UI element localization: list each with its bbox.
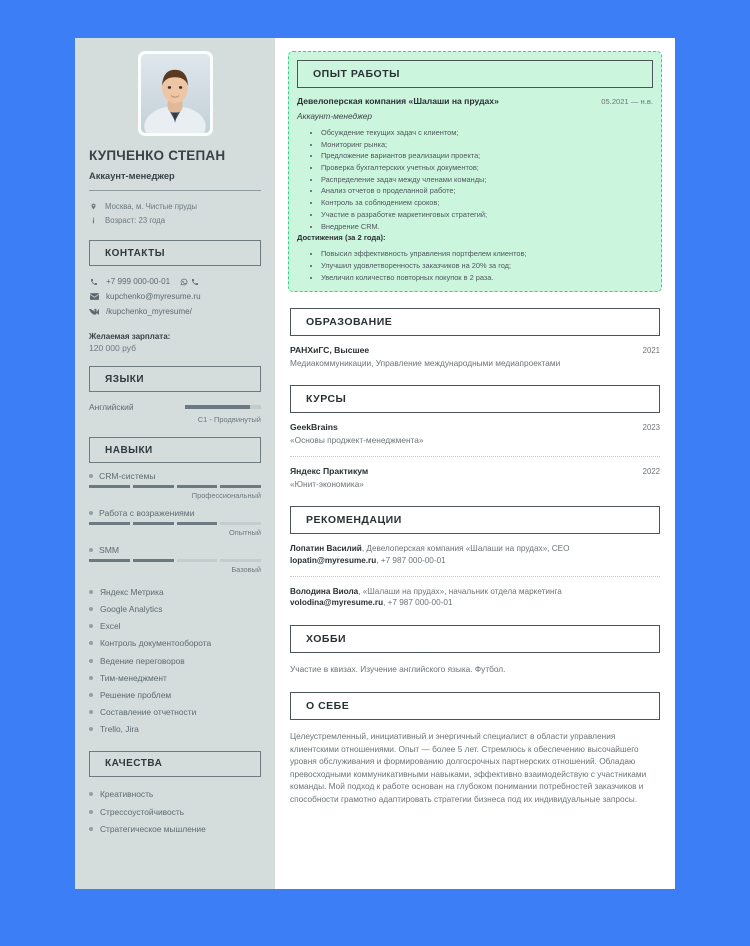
experience-duties-list (297, 127, 653, 232)
list-item (89, 635, 261, 652)
divider (89, 190, 261, 191)
divider-dotted (290, 456, 660, 457)
list-item-label: Креативность (100, 789, 154, 800)
rated-skill-name-row (89, 508, 261, 518)
rated-skill-item (89, 471, 261, 500)
list-item-label: Google Analytics (100, 603, 163, 614)
messenger-icons (180, 278, 199, 286)
resume-document (75, 38, 675, 889)
language-level-fill (185, 405, 250, 409)
list-item: • Участие в разработке маркетинговых стратегий; (321, 209, 653, 221)
hobbies-text: Участие в квизах. Изучение английского языка. Футбол. (290, 664, 506, 675)
recommendation-email[interactable]: volodina@myresume.ru (290, 598, 384, 608)
salary-value: 120 000 руб (89, 343, 136, 354)
list-item (89, 669, 261, 686)
list-item (89, 600, 261, 617)
skill-segment (220, 485, 261, 488)
meta-age-text: Возраст: 23 года (105, 215, 166, 225)
section-header-skills: НАВЫКИ (89, 437, 261, 463)
course-entry-header (290, 466, 660, 476)
section-header-contacts: КОНТАКТЫ (89, 240, 261, 266)
experience-achievements-list (297, 248, 653, 283)
experience-role: Аккаунт-менеджер (297, 111, 373, 121)
bullet-dot-icon (89, 474, 93, 478)
list-item-label: Excel (100, 621, 121, 632)
bullet-dot-icon (89, 607, 93, 611)
course-entry (290, 422, 660, 446)
vk-icon (89, 308, 99, 315)
bullet-dot-icon (89, 624, 93, 628)
hobbies-section (288, 625, 662, 676)
contact-email-text: kupchenko@myresume.ru (106, 292, 201, 302)
job-title: Аккаунт-менеджер (89, 171, 175, 182)
bullet-dot-icon (89, 511, 93, 515)
recommendation-contact-line (290, 555, 660, 567)
list-item: • Улучшил удовлетворенность заказчиков на 20% за год; (321, 260, 653, 272)
recommendation-name-line (290, 586, 660, 598)
recommendation-entry (290, 543, 660, 567)
list-item: • Проверка бухгалтерских учетных документов; (321, 162, 653, 174)
courses-section (288, 385, 662, 489)
contacts-list (89, 274, 261, 319)
info-icon (89, 216, 98, 225)
section-header-qualities: КАЧЕСТВА (89, 751, 261, 777)
list-item (89, 803, 261, 820)
list-item: • Внедрение CRM. (321, 221, 653, 233)
contact-vk-text: /kupchenko_myresume/ (106, 307, 192, 317)
rated-skill-segments (89, 559, 261, 562)
skill-segment (220, 522, 261, 525)
list-item: • Анализ отчетов о проделанной работе; (321, 185, 653, 197)
list-item (89, 786, 261, 803)
skill-segment (133, 485, 174, 488)
salary-block (89, 332, 261, 353)
list-item-label: Составление отчетности (100, 707, 197, 718)
section-header-languages: ЯЗЫКИ (89, 366, 261, 392)
page-title: КУПЧЕНКО СТЕПАН (89, 148, 226, 163)
course-subtitle: «Юнит-экономика» (290, 478, 364, 489)
about-section (288, 692, 662, 806)
phone-icon (89, 278, 99, 286)
contact-phone-text: +7 999 000-00-01 (106, 277, 171, 287)
list-item-label: Стратегическое мышление (100, 823, 206, 834)
portrait-photo (141, 54, 210, 133)
list-item-label: Стрессоустойчивость (100, 806, 185, 817)
recommendation-position: , «Шалаши на прудах», начальник отдела маркетинга (358, 586, 562, 596)
telegram-phone-icon (191, 278, 199, 286)
education-year: 2021 (642, 346, 660, 356)
experience-date: 05.2021 — н.в. (601, 97, 653, 106)
list-item: • Распределение задач между членами команды; (321, 174, 653, 186)
list-item-label: Ведение переговоров (100, 655, 185, 666)
recommendations-section (288, 506, 662, 610)
skill-segment (89, 559, 130, 562)
bullet-dot-icon (89, 641, 93, 645)
rated-skill-item (89, 508, 261, 537)
salary-label: Желаемая зарплата: (89, 332, 171, 342)
rated-skill-name: SMM (99, 545, 120, 556)
section-header-experience: ОПЫТ РАБОТЫ (297, 60, 653, 88)
meta-location-text: Москва, м. Чистые пруды (105, 201, 198, 211)
course-title: Яндекс Практикум (290, 465, 369, 476)
recommendation-name-line (290, 543, 660, 555)
bullet-dot-icon (89, 710, 93, 714)
list-item (89, 686, 261, 703)
avatar (138, 51, 213, 136)
plain-skills-list (89, 583, 261, 738)
course-year: 2023 (642, 423, 660, 433)
list-item: • Увеличил количество повторных покупок в 2 раза. (321, 272, 653, 284)
section-header-recommendations: РЕКОМЕНДАЦИИ (290, 506, 660, 534)
list-item (89, 721, 261, 738)
rated-skill-segments (89, 485, 261, 488)
rated-skill-level: Базовый (231, 565, 261, 575)
skill-segment (133, 522, 174, 525)
skill-segment (177, 522, 218, 525)
achievements-title: Достижения (за 2 года): (297, 233, 386, 243)
section-header-about: О СЕБЕ (290, 692, 660, 720)
sidebar (75, 38, 275, 889)
list-item: • Мониторинг рынка; (321, 139, 653, 151)
bullet-dot-icon (89, 548, 93, 552)
course-title: GeekBrains (290, 422, 338, 433)
rated-skill-level: Опытный (229, 528, 261, 538)
section-header-hobbies: ХОББИ (290, 625, 660, 653)
skill-segment (177, 485, 218, 488)
recommendation-entry (290, 586, 660, 610)
list-item (89, 820, 261, 837)
meta-row-location (89, 199, 261, 213)
education-subtitle: Медиакоммуникации, Управление международными медиапроектами (290, 358, 561, 369)
recommendation-name: Володина Виола (290, 586, 359, 596)
rated-skill-name: Работа с возражениями (99, 508, 195, 519)
skill-segment (89, 522, 130, 525)
education-title: РАНХиГС, Высшее (290, 345, 370, 356)
list-item-label: Trello, Jira (100, 724, 139, 735)
about-text: Целеустремленный, инициативный и энергичный специалист в области управления клиентскими отношениями. Опыт — более 5 лет. Стремлюсь к обеспечению высочайшего уровня обслуживания и формированию долгосрочных партнерских отношений. Обладаю превосходными коммуникативными навыками, эффективно взаимодействую с участниками команды. Мой подход к работе основан на глубоком понимании потребностей заказчиков и способности грамотно адаптировать стратегии бизнеса под их индивидуальные запросы. (290, 730, 647, 805)
skill-segment (133, 559, 174, 562)
contact-row-email[interactable] (89, 289, 261, 304)
course-entry-header (290, 422, 660, 432)
skill-segment (220, 559, 261, 562)
education-section (288, 308, 662, 369)
skill-segment (89, 485, 130, 488)
list-item-label: Решение проблем (100, 689, 172, 700)
recommendation-contact-line (290, 597, 660, 609)
language-item (89, 402, 261, 412)
contact-row-phone[interactable] (89, 274, 261, 289)
bullet-dot-icon (89, 676, 93, 680)
qualities-list (89, 786, 261, 838)
list-item: • Предложение вариантов реализации проекта; (321, 150, 653, 162)
education-entry-header (290, 345, 660, 355)
list-item-label: Контроль документооборота (100, 638, 212, 649)
bullet-dot-icon (89, 659, 93, 663)
section-header-education: ОБРАЗОВАНИЕ (290, 308, 660, 336)
recommendation-name: Лопатин Василий (290, 543, 362, 553)
language-level-bar (185, 405, 261, 409)
list-item-label: Тим-менеджмент (100, 672, 167, 683)
recommendation-phone: , +7 987 000-00-01 (383, 598, 453, 608)
experience-section (288, 51, 662, 292)
location-pin-icon (89, 202, 98, 211)
bullet-dot-icon (89, 693, 93, 697)
rated-skill-level: Профессиональный (191, 491, 261, 501)
course-year: 2022 (642, 466, 660, 476)
rated-skills-list (89, 471, 261, 574)
recommendation-position: , Девелоперская компания «Шалаши на прудах», CEO (361, 543, 570, 553)
course-entry (290, 466, 660, 490)
personal-meta-list (89, 199, 261, 227)
rated-skill-name: CRM-системы (99, 471, 156, 482)
bullet-dot-icon (89, 590, 93, 594)
rated-skill-name-row (89, 545, 261, 555)
rated-skill-name-row (89, 471, 261, 481)
envelope-icon (89, 293, 99, 300)
list-item (89, 704, 261, 721)
bullet-dot-icon (89, 810, 93, 814)
course-subtitle: «Основы проджект-менеджмента» (290, 435, 424, 446)
whatsapp-icon (180, 278, 188, 286)
list-item: • Контроль за соблюдением сроков; (321, 197, 653, 209)
experience-company: Девелоперская компания «Шалаши на прудах» (297, 96, 499, 106)
skill-segment (177, 559, 218, 562)
portrait-illustration (141, 54, 210, 133)
experience-header-row (297, 96, 653, 106)
list-item-label: Яндекс Метрика (100, 586, 164, 597)
recommendation-phone: , +7 987 000-00-01 (376, 555, 446, 565)
main-column (275, 38, 675, 889)
list-item (89, 652, 261, 669)
languages-list (89, 402, 261, 424)
rated-skill-item (89, 545, 261, 574)
contact-row-vk[interactable] (89, 304, 261, 319)
bullet-dot-icon (89, 827, 93, 831)
list-item (89, 618, 261, 635)
list-item: • Обсуждение текущих задач с клиентом; (321, 127, 653, 139)
list-item: • Повысил эффективность управления портфелем клиентов; (321, 248, 653, 260)
list-item (89, 583, 261, 600)
section-header-courses: КУРСЫ (290, 385, 660, 413)
language-level-label: C1 - Продвинутый (197, 415, 261, 425)
rated-skill-segments (89, 522, 261, 525)
language-name: Английский (89, 402, 134, 413)
recommendation-email[interactable]: lopatin@myresume.ru (290, 555, 377, 565)
meta-row-age (89, 213, 261, 227)
bullet-dot-icon (89, 792, 93, 796)
divider-dotted (290, 576, 660, 577)
bullet-dot-icon (89, 727, 93, 731)
